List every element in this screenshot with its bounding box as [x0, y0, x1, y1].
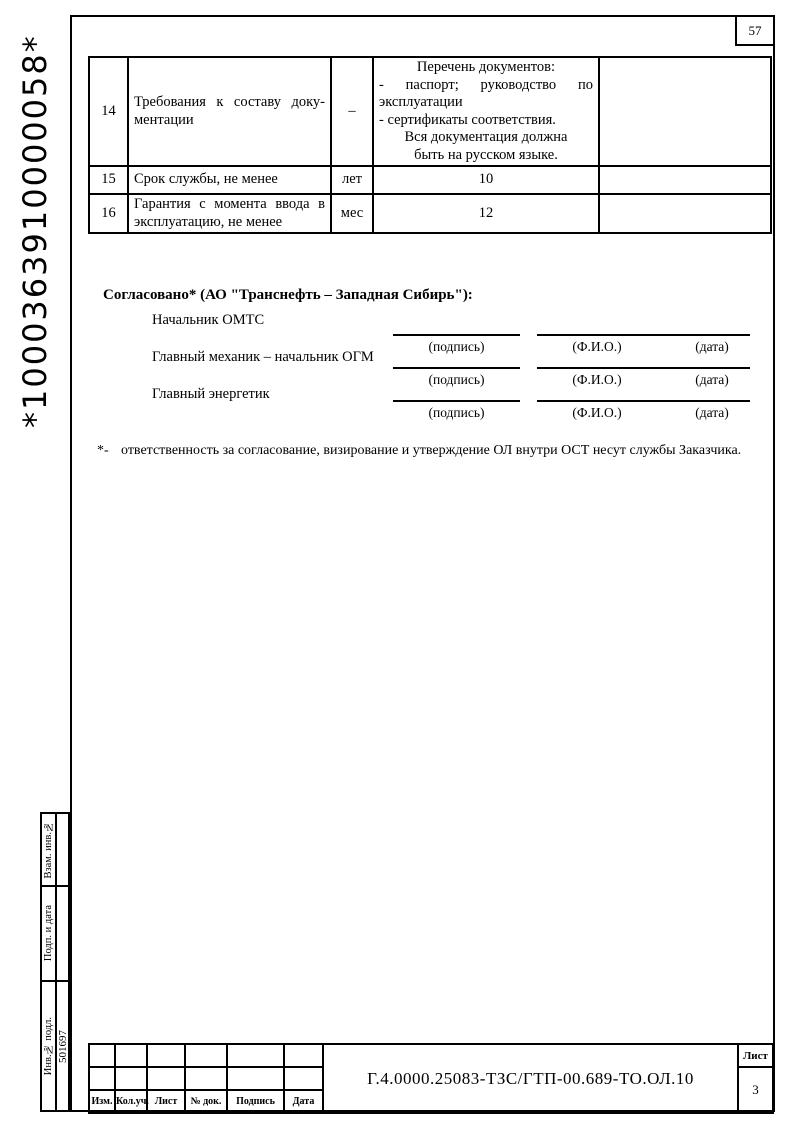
sheet-label: Лист	[738, 1044, 773, 1067]
row-name-line: ментации	[134, 111, 194, 128]
approval-heading: Согласовано* (АО "Транснефть – Западная Сибирь"):	[103, 287, 473, 303]
stamp-column-label: № док.	[185, 1090, 227, 1113]
row-name-line: Требования к составу доку-	[134, 94, 325, 110]
signature-line	[393, 400, 520, 402]
signature-line	[537, 334, 750, 336]
table-row	[89, 57, 771, 166]
stamp-cell	[147, 1044, 185, 1067]
signature-line	[393, 367, 520, 369]
sidebar-cell	[57, 982, 68, 1110]
row-value: 10	[373, 166, 599, 194]
row-name-line: Гарантия с момента ввода в	[134, 196, 325, 212]
row-value: 12	[373, 194, 599, 233]
row-name	[128, 57, 331, 166]
row-value	[373, 57, 599, 166]
stamp-cell	[185, 1044, 227, 1067]
row-note	[599, 166, 771, 194]
date-caption: (дата)	[695, 405, 729, 420]
table-row	[89, 194, 771, 233]
stamp-cell	[227, 1044, 284, 1067]
sidebar-label: Инв.№ подл.	[43, 1016, 54, 1076]
signature-caption: (подпись)	[428, 405, 485, 420]
fio-caption: (Ф.И.О.)	[572, 372, 622, 387]
stamp-cell	[89, 1044, 115, 1067]
row-number: 14	[89, 57, 128, 166]
fio-caption: (Ф.И.О.)	[572, 339, 622, 354]
sidebar-cell	[57, 887, 68, 982]
stamp-column-label: Лист	[147, 1090, 185, 1113]
sidebar-cell	[42, 887, 57, 982]
sidebar-label: Подп. и дата	[43, 905, 54, 962]
inventory-number: 501697	[57, 1029, 68, 1063]
page-number-box	[735, 15, 775, 46]
date-caption: (дата)	[695, 339, 729, 354]
row-unit: лет	[331, 166, 373, 194]
sheet-number: 3	[738, 1067, 773, 1113]
row-note	[599, 194, 771, 233]
row-name: Срок службы, не менее	[128, 166, 331, 194]
page-number: 57	[748, 22, 762, 38]
stamp-column-label: Изм.	[89, 1090, 115, 1113]
row-unit: мес	[331, 194, 373, 233]
title-block	[88, 1043, 774, 1114]
stamp-column-label: Кол.уч.	[115, 1090, 147, 1113]
sidebar-label: Взам. инв.№	[43, 820, 54, 879]
row-note	[599, 57, 771, 166]
inventory-barcode: *1000363910000058*	[16, 34, 54, 428]
date-caption: (дата)	[695, 372, 729, 387]
signature-line	[393, 334, 520, 336]
value-line: эксплуатации	[379, 94, 463, 110]
approval-role: Главный механик – начальник ОГМ	[152, 349, 374, 365]
stamp-cell	[185, 1067, 227, 1090]
title-block-row	[89, 1044, 773, 1067]
sidebar-cell	[42, 814, 57, 887]
signature-caption: (подпись)	[428, 372, 485, 387]
requirements-table	[88, 56, 772, 234]
document-number: Г.4.0000.25083-ТЗС/ГТП-00.689-ТО.ОЛ.10	[323, 1044, 738, 1113]
stamp-cell	[284, 1067, 323, 1090]
stamp-cell	[227, 1067, 284, 1090]
approval-role: Главный энергетик	[152, 386, 270, 402]
footnote-text: ответственность за согласование, визирование и утверждение ОЛ внутри ОСТ несут службы Заказчика.	[121, 443, 742, 458]
sidebar-cell	[57, 814, 68, 887]
stamp-column-label: Подпись	[227, 1090, 284, 1113]
row-number: 16	[89, 194, 128, 233]
stamp-cell	[89, 1067, 115, 1090]
approval-role: Начальник ОМТС	[152, 312, 265, 328]
footnote-marker: *-	[97, 443, 109, 458]
stamp-cell	[284, 1044, 323, 1067]
signature-line	[537, 367, 750, 369]
row-unit: –	[331, 57, 373, 166]
value-line: - сертификаты соответствия.	[379, 111, 556, 128]
row-number: 15	[89, 166, 128, 194]
stamp-cell	[147, 1067, 185, 1090]
value-line: - паспорт; руководство по	[379, 76, 593, 93]
row-name-line: эксплуатацию, не менее	[134, 213, 283, 230]
value-line: Перечень документов:	[416, 59, 556, 75]
sidebar-cell	[42, 982, 57, 1110]
sidebar-stamp-column	[40, 812, 70, 1112]
table-row	[89, 166, 771, 194]
row-name	[128, 194, 331, 233]
signature-caption: (подпись)	[428, 339, 485, 354]
stamp-column-label: Дата	[284, 1090, 323, 1113]
stamp-cell	[115, 1067, 147, 1090]
fio-caption: (Ф.И.О.)	[572, 405, 622, 420]
value-line: Вся документация должна	[404, 129, 568, 145]
value-line: быть на русском языке.	[414, 146, 558, 163]
signature-line	[537, 400, 750, 402]
stamp-cell	[115, 1044, 147, 1067]
